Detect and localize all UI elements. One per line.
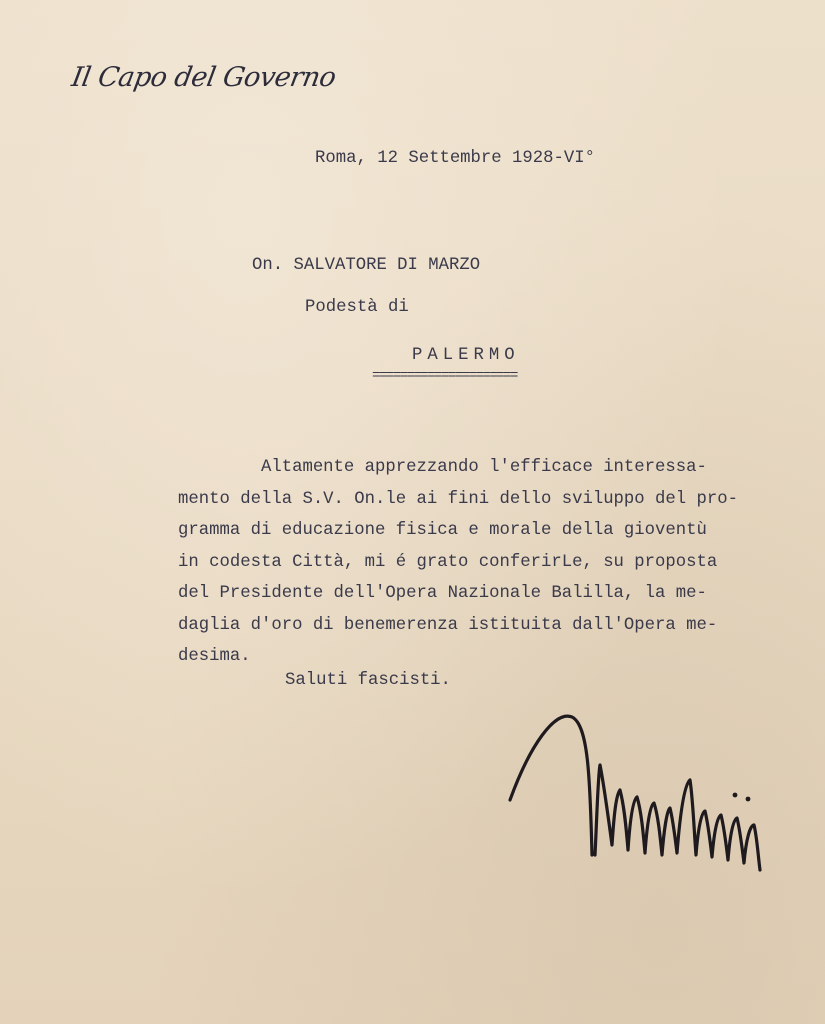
recipient-city: PALERMO <box>412 346 520 365</box>
body-line: mento della S.V. On.le ai fini dello sviluppo del pro- <box>178 489 739 509</box>
closing-salutation: Saluti fascisti. <box>285 671 451 690</box>
body-line: daglia d'oro di benemerenza istituita dall'Opera me- <box>178 615 718 635</box>
body-line: in codesta Città, mi é grato conferirLe, su proposta <box>178 552 718 572</box>
recipient-name: On. SALVATORE DI MARZO <box>252 256 481 275</box>
signature-image <box>500 705 780 885</box>
body-line: gramma di educazione fisica e morale della gioventù <box>178 521 707 540</box>
letter-date: Roma, 12 Settembre 1928-VI° <box>315 149 596 168</box>
city-underline: ===================== <box>372 368 517 384</box>
letter-body <box>178 452 778 673</box>
letterhead: Il Capo del Governo <box>69 62 339 93</box>
body-line: Altamente apprezzando l'efficace interessa- <box>178 458 707 477</box>
body-line: del Presidente dell'Opera Nazionale Balilla, la me- <box>178 584 707 603</box>
body-line: desima. <box>178 647 251 666</box>
recipient-title: Podestà di <box>305 298 409 317</box>
